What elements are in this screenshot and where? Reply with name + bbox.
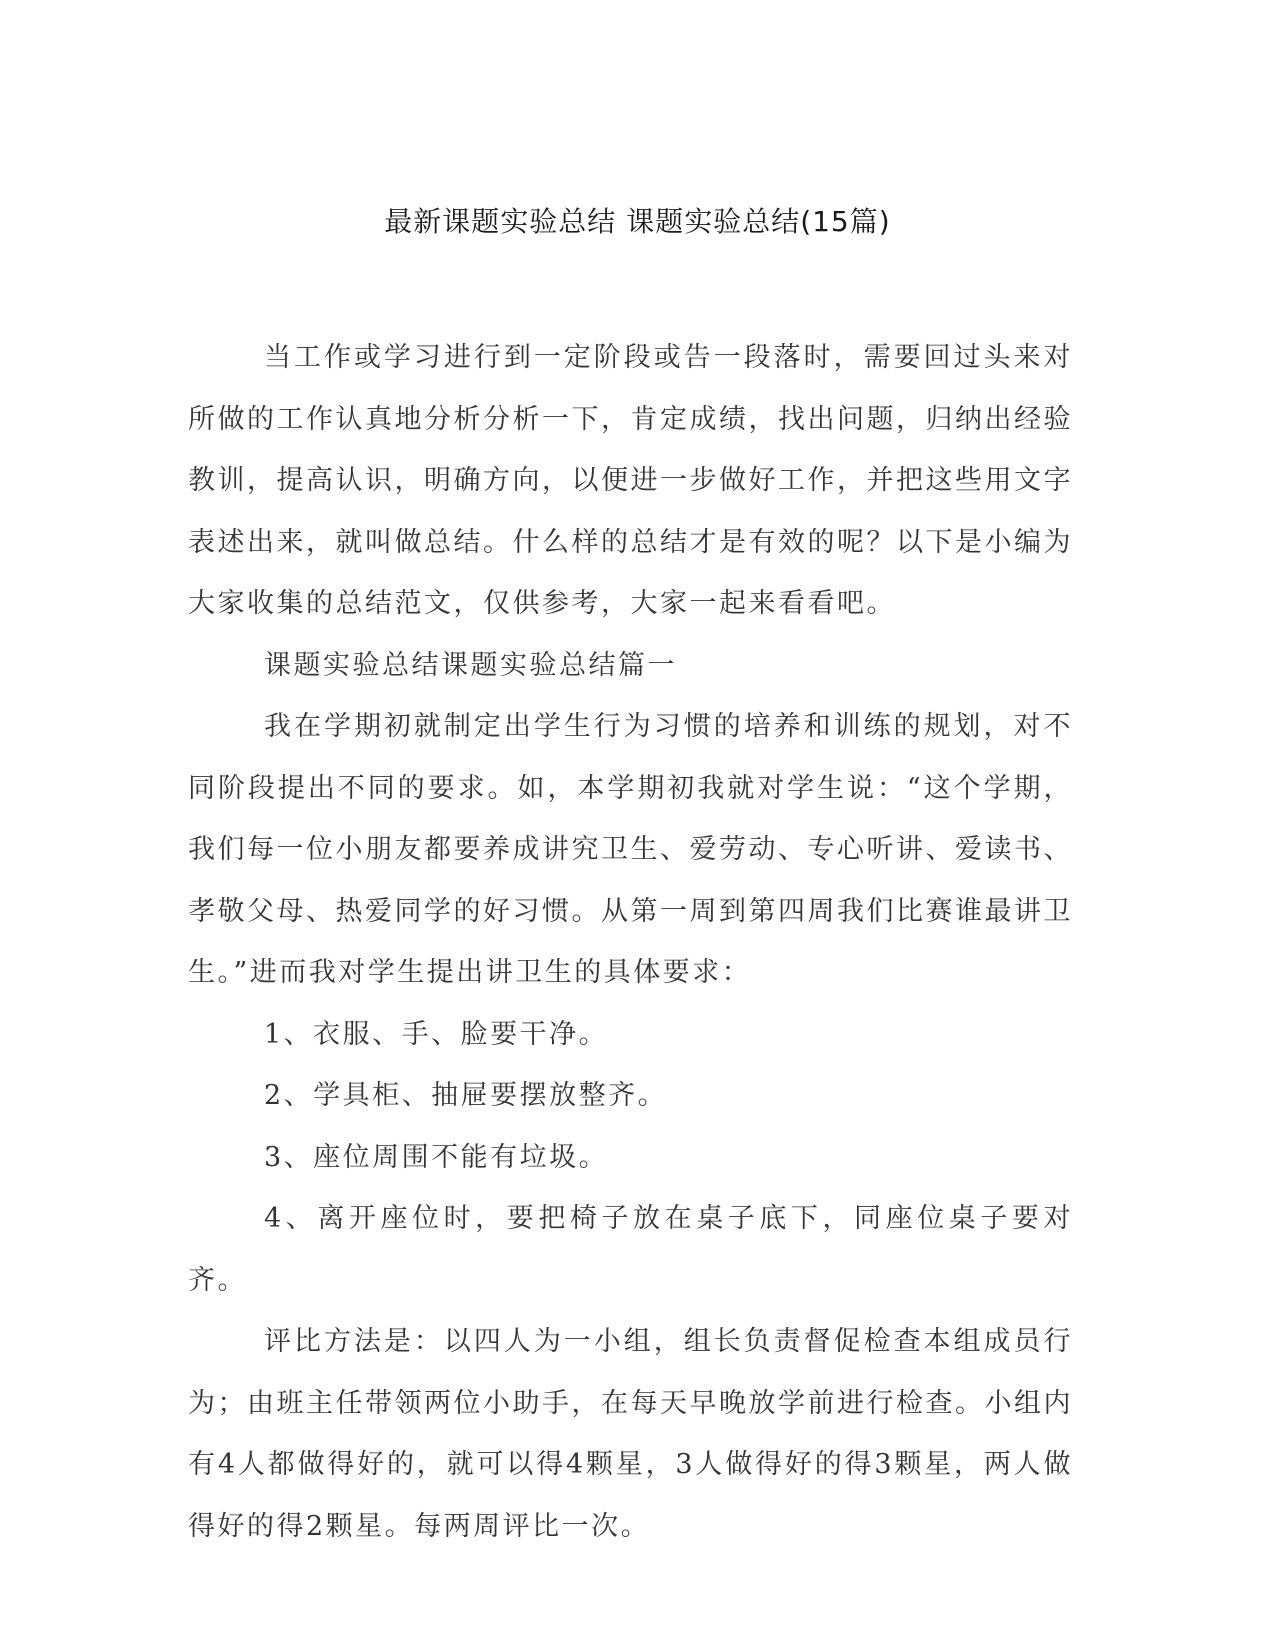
page-title: 最新课题实验总结 课题实验总结(15篇): [384, 205, 891, 238]
list-item: 4、离开座位时，要把椅子放在桌子底下，同座位桌子要对齐。: [188, 1203, 1073, 1296]
document-body: [188, 327, 1073, 1557]
section-heading: 课题实验总结课题实验总结篇一: [264, 649, 677, 681]
paragraph: 评比方法是：以四人为一小组，组长负责督促检查本组成员行为；由班主任带领两位小助手，在每天早晚放学前进行检查。小组内有4人都做得好的，就可以得4颗星，3人做得好的得3颗星，两人做得好的得2颗星。每两周评比一次。: [188, 1326, 1073, 1542]
list-item: 3、座位周围不能有垃圾。: [264, 1141, 609, 1173]
paragraph: 我在学期初就制定出学生行为习惯的培养和训练的规划，对不同阶段提出不同的要求。如，本学期初我就对学生说：“这个学期，我们每一位小朋友都要养成讲究卫生、爱劳动、专心听讲、爱读书、孝敬父母、热爱同学的好习惯。从第一周到第四周我们比赛谁最讲卫生。”进而我对学生提出讲卫生的具体要求：: [188, 711, 1073, 988]
list-item: 1、衣服、手、脸要干净。: [264, 1018, 609, 1050]
paragraph-intro: 当工作或学习进行到一定阶段或告一段落时，需要回过头来对所做的工作认真地分析分析一下，肯定成绩，找出问题，归纳出经验教训，提高认识，明确方向，以便进一步做好工作，并把这些用文字表述出来，就叫做总结。什么样的总结才是有效的呢？以下是小编为大家收集的总结范文，仅供参考，大家一起来看看吧。: [188, 342, 1073, 619]
list-item: 2、学具柜、抽屉要摆放整齐。: [264, 1080, 668, 1111]
